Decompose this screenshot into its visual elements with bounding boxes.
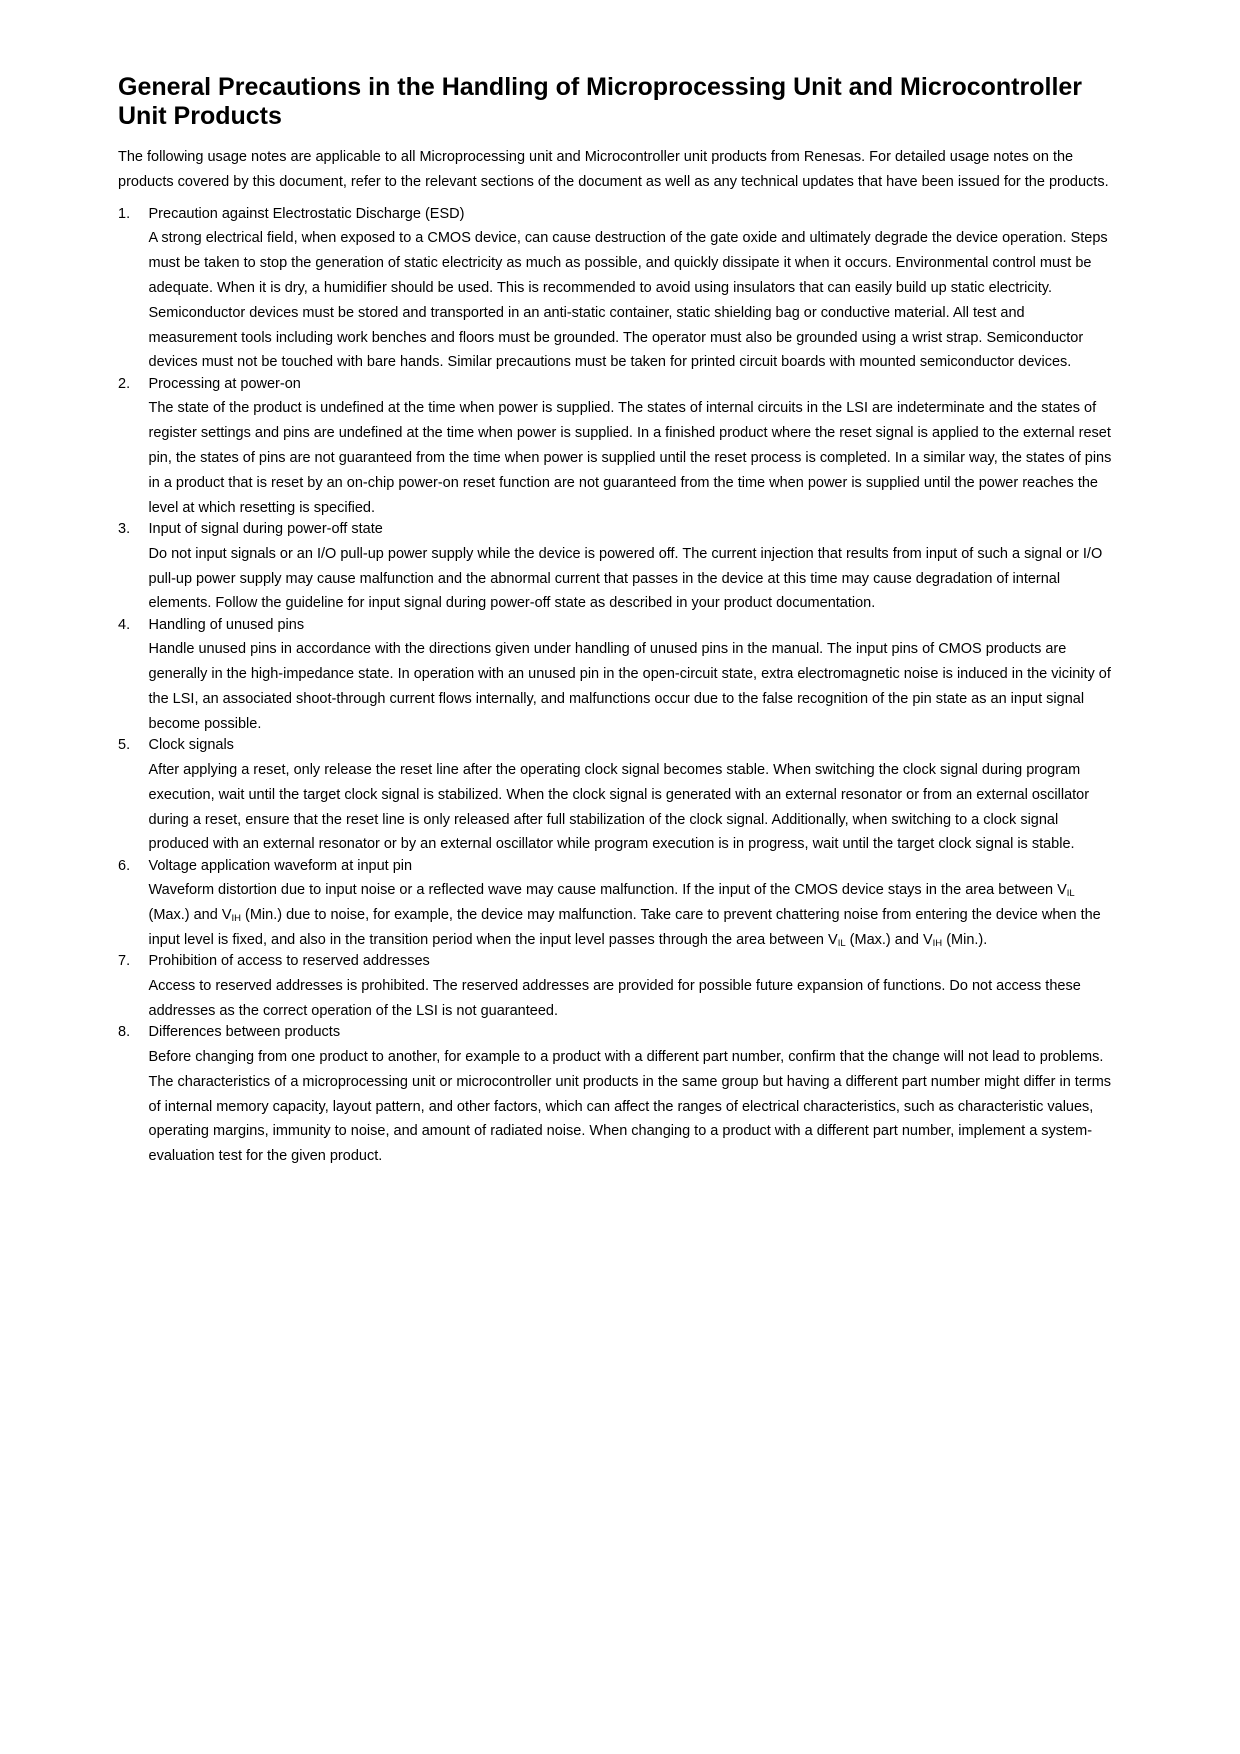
body-line: addresses as the correct operation of the LSI is not guaranteed. bbox=[148, 1002, 558, 1019]
item-heading: Voltage application waveform at input pin bbox=[148, 857, 413, 874]
item-body bbox=[149, 396, 1123, 520]
body-line: level at which resetting is specified. bbox=[148, 499, 375, 516]
page-title bbox=[118, 73, 1122, 131]
item-heading: Input of signal during power-off state bbox=[148, 520, 383, 537]
item-number: 4. bbox=[118, 616, 131, 633]
body-line: of internal memory capacity, layout pattern, and other factors, which can affect the ranges of electrical characteristics, such as characteristic values, bbox=[148, 1098, 1094, 1115]
body-line: devices must not be touched with bare hands. Similar precautions must be taken for printed circuit boards with mounted semiconductor devices. bbox=[148, 354, 1072, 371]
item-heading: Clock signals bbox=[148, 737, 234, 754]
body-line: elements. Follow the guideline for input signal during power-off state as described in your product documentation. bbox=[148, 595, 876, 612]
item-number: 7. bbox=[118, 953, 131, 970]
item-number: 8. bbox=[118, 1024, 131, 1041]
precaution-item bbox=[118, 733, 1122, 857]
item-heading: Precaution against Electrostatic Discharge (ESD) bbox=[148, 205, 465, 222]
body-line: pull-up power supply may cause malfunction and the abnormal current that passes in the device at this time may cause degradation of internal bbox=[148, 570, 1061, 587]
subscript: IL bbox=[1066, 887, 1075, 899]
intro-paragraph bbox=[118, 145, 1122, 195]
item-body bbox=[149, 1045, 1123, 1169]
text-segment: (Min.) due to noise, for example, the device may malfunction. Take care to prevent chattering noise from entering the device when the bbox=[241, 907, 1101, 924]
precaution-item bbox=[118, 372, 1122, 521]
body-line: operating margins, immunity to noise, and amount of radiated noise. When changing to a product with a different part number, implement a system- bbox=[148, 1123, 1093, 1140]
item-heading: Handling of unused pins bbox=[148, 616, 305, 633]
item-number: 2. bbox=[118, 375, 131, 392]
body-line: produced with an external resonator or by an external oscillator while program execution is in progress, wait until the target clock signal is stable. bbox=[148, 836, 1075, 853]
subscript: IL bbox=[837, 937, 846, 949]
body-line: Do not input signals or an I/O pull-up power supply while the device is powered off. The current injection that results from input of such a signal or I/O bbox=[148, 545, 1103, 562]
body-line: The characteristics of a microprocessing unit or microcontroller unit products in the same group but having a different part number might differ in terms bbox=[148, 1073, 1112, 1090]
body-line: adequate. When it is dry, a humidifier should be used. This is recommended to avoid using insulators that can easily build up static electricity. bbox=[148, 279, 1052, 296]
body-line: pin, the states of pins are not guaranteed from the time when power is supplied until the reset process is completed. In a similar way, the states of pins bbox=[148, 450, 1112, 467]
body-line: evaluation test for the given product. bbox=[148, 1148, 383, 1165]
item-body bbox=[149, 878, 1123, 952]
item-number: 6. bbox=[118, 857, 131, 874]
text-segment: Waveform distortion due to input noise or a reflected wave may cause malfunction. If the input of the CMOS device stays in the area between V bbox=[148, 882, 1067, 899]
precaution-list bbox=[118, 202, 1122, 1169]
body-line: A strong electrical field, when exposed to a CMOS device, can cause destruction of the gate oxide and ultimately degrade the device operation. Steps bbox=[148, 230, 1108, 247]
body-line: become possible. bbox=[148, 715, 262, 732]
body-line: during a reset, ensure that the reset line is only released after full stabilization of the clock signal. Additionally, when switching to a clock signal bbox=[148, 811, 1059, 828]
body-line: measurement tools including work benches and floors must be grounded. The operator must also be grounded using a wrist strap. Semiconductor bbox=[148, 329, 1084, 346]
item-body bbox=[149, 974, 1123, 1024]
body-line bbox=[149, 878, 1123, 903]
text-segment: (Max.) and V bbox=[148, 907, 232, 924]
item-number: 3. bbox=[118, 520, 131, 537]
precaution-item bbox=[118, 854, 1122, 953]
body-line: generally in the high-impedance state. In operation with an unused pin in the open-circuit state, extra electromagnetic noise is induced in the vicinity of bbox=[148, 666, 1111, 683]
subscript: IH bbox=[932, 937, 943, 949]
precaution-item bbox=[118, 949, 1122, 1023]
body-line: The state of the product is undefined at the time when power is supplied. The states of internal circuits in the LSI are indeterminate and the states of bbox=[148, 400, 1097, 417]
item-heading: Processing at power-on bbox=[148, 375, 301, 392]
body-line: Handle unused pins in accordance with the directions given under handling of unused pins in the manual. The input pins of CMOS products are bbox=[148, 641, 1067, 658]
item-heading: Prohibition of access to reserved addresses bbox=[148, 953, 430, 970]
body-line: the LSI, an associated shoot-through current flows internally, and malfunctions occur due to the false recognition of the pin state as an input signal bbox=[148, 691, 1085, 708]
precaution-item bbox=[118, 202, 1122, 376]
body-line: Access to reserved addresses is prohibited. The reserved addresses are provided for possible future expansion of functions. Do not access these bbox=[148, 978, 1081, 995]
body-line: must be taken to stop the generation of static electricity as much as possible, and quickly dissipate it when it occurs. Environmental control must be bbox=[148, 255, 1092, 272]
item-body bbox=[149, 758, 1123, 857]
item-body bbox=[149, 226, 1123, 375]
text-segment: (Min.). bbox=[942, 932, 988, 948]
body-line: execution, wait until the target clock signal is stabilized. When the clock signal is generated with an external resonator or from an external oscillator bbox=[148, 786, 1090, 803]
body-line bbox=[149, 903, 1123, 928]
intro-line: The following usage notes are applicable to all Microprocessing unit and Microcontroller unit products from Renesas. For detailed usage notes on the bbox=[118, 149, 1074, 165]
body-line: After applying a reset, only release the reset line after the operating clock signal becomes stable. When switching the clock signal during program bbox=[148, 761, 1081, 778]
body-line: register settings and pins are undefined at the time when power is supplied. In a finished product where the reset signal is applied to the external reset bbox=[148, 425, 1111, 442]
precaution-item bbox=[118, 1020, 1122, 1169]
item-number: 1. bbox=[118, 205, 131, 222]
item-body bbox=[149, 637, 1123, 736]
body-line: Before changing from one product to another, for example to a product with a different part number, confirm that the change will not lead to problems. bbox=[148, 1048, 1104, 1065]
document-page bbox=[118, 73, 1122, 1169]
text-segment: (Max.) and V bbox=[845, 932, 933, 948]
intro-line: products covered by this document, refer to the relevant sections of the document as well as any technical updates that have been issued for the products. bbox=[118, 173, 1109, 190]
title-line: General Precautions in the Handling of Microprocessing Unit and Microcontroller bbox=[118, 72, 1083, 101]
item-heading: Differences between products bbox=[148, 1024, 341, 1041]
title-line: Unit Products bbox=[118, 101, 282, 130]
precaution-item bbox=[118, 613, 1122, 737]
text-segment: input level is fixed, and also in the transition period when the input level passes through the area between V bbox=[148, 932, 838, 948]
body-line: in a product that is reset by an on-chip power-on reset function are not guaranteed from the time when power is supplied until the power reaches the bbox=[148, 474, 1098, 491]
item-number: 5. bbox=[118, 737, 131, 754]
precaution-item bbox=[118, 517, 1122, 616]
body-line: Semiconductor devices must be stored and transported in an anti-static container, static shielding bag or conductive material. All test and bbox=[148, 304, 1025, 321]
subscript: IH bbox=[231, 912, 241, 924]
item-body bbox=[149, 542, 1123, 616]
